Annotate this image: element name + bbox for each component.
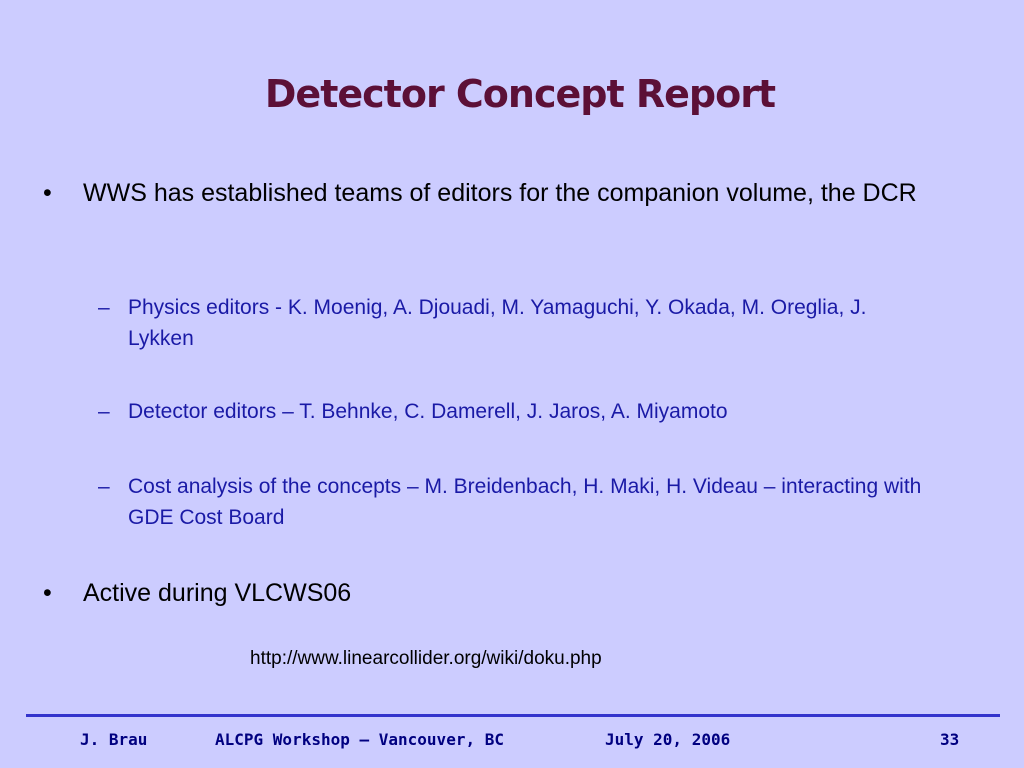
bullet-item	[43, 576, 883, 610]
dash-icon: –	[98, 475, 110, 498]
footer-divider	[26, 714, 1000, 717]
bullet-dot-icon: •	[43, 579, 52, 607]
sub-bullet-item	[98, 471, 958, 533]
sub-bullet-text: Physics editors - K. Moenig, A. Djouadi, M. Yamaguchi, Y. Okada, M. Oreglia, J. Lykken	[128, 296, 867, 350]
footer-author: J. Brau	[80, 730, 148, 749]
wiki-url-link[interactable]: http://www.linearcollider.org/wiki/doku.php	[250, 648, 602, 669]
sub-bullet-text: Detector editors – T. Behnke, C. Damerell, J. Jaros, A. Miyamoto	[128, 400, 728, 423]
bullet-item	[43, 176, 983, 210]
dash-icon: –	[98, 400, 110, 423]
dash-icon: –	[98, 296, 110, 319]
footer-event: ALCPG Workshop – Vancouver, BC	[215, 730, 504, 749]
sub-bullet-item	[98, 292, 928, 354]
bullet-text: Active during VLCWS06	[83, 579, 352, 607]
footer-date: July 20, 2006	[605, 730, 731, 749]
slide-title: Detector Concept Report	[264, 72, 776, 116]
bullet-text: WWS has established teams of editors for the companion volume, the DCR	[83, 179, 917, 207]
footer-page-number: 33	[940, 730, 960, 749]
bullet-dot-icon: •	[43, 179, 52, 207]
sub-bullet-item	[98, 396, 968, 427]
sub-bullet-text: Cost analysis of the concepts – M. Breidenbach, H. Maki, H. Videau – interacting with GDE Cost Board	[128, 475, 922, 529]
